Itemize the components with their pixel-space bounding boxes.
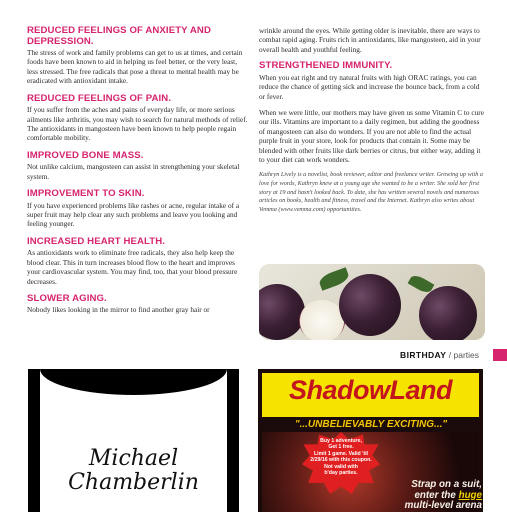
mangosteen-fruit [339, 274, 401, 336]
mangosteen-fruit [259, 284, 305, 340]
heading-anxiety: REDUCED FEELINGS OF ANXIETY AND DEPRESSION. [27, 25, 211, 47]
heading-immunity: STRENGTHENED IMMUNITY. [259, 60, 393, 72]
laser-tag-scene [262, 432, 482, 512]
magician-name [40, 447, 227, 495]
magician-first-name: Michael [88, 446, 179, 471]
paragraph-skin: If you have experienced problems like rashes or acne, regular intake of a super fruit may help clear any such problems and leave you looking and feeling younger. [27, 200, 240, 229]
paragraph-aging-continued: wrinkle around the eyes. While getting older is inevitable, there are ways to combat rapid aging. Fruits rich in antioxidants, like mangosteen, aid in your overall health and youthful feeling. [259, 26, 481, 54]
coupon-line: Limit 1 game. Valid 'til [314, 450, 368, 457]
magician-ad [28, 369, 239, 512]
paragraph-pain: If you suffer from the aches and pains of everyday life, or more serious ailments like arthritis, you may wish to search for natural methods of relief. The antioxidants in mangosteen have been known to help people regain comfortable mobility. [27, 105, 248, 143]
slogan-prefix: enter the [414, 489, 459, 501]
shadowland-ad [258, 369, 483, 512]
slogan-line: multi-level arena [404, 500, 482, 511]
coupon-line: Not valid with [324, 463, 358, 470]
paragraph-immunity: When you eat right and try natural fruits with high ORAC ratings, you can reduce the chance of getting sick and increase the bounce back, from a cold or fever. [259, 72, 480, 101]
left-column [27, 26, 249, 323]
paragraph-anxiety: The stress of work and family problems can get to us at times, and certain foods have been known to aid in helping us feel better, or the very least, less stressed. The free radicals that pose a threat to mental health may be eradicated with antioxidant intake. [27, 48, 243, 86]
paragraph-closing: When we were little, our mothers may have given us some Vitamin C to cure our ills. Vitamins are important to a daily regimen, but adding the goodness of mangosteen can also do wonders. If you are not able to find the actual purple fruit in your store, look for products that contain it. Some may be blended with other fruits like dark berries or citrus, but either way, adding it to your diet can work wonders. [259, 107, 484, 164]
slogan-line: Strap on a suit, [411, 479, 482, 490]
mangosteen-photo [259, 264, 485, 340]
coupon-line: 2/29/16 with this coupon. [310, 457, 372, 464]
shadowland-logo: ShadowLand [289, 375, 452, 405]
heading-bone: IMPROVED BONE MASS. [27, 149, 144, 161]
curtain-drape [40, 369, 227, 395]
coupon-text [304, 438, 378, 476]
shadowland-tagline: "...UNBELIEVABLY EXCITING..." [294, 419, 448, 430]
paragraph-heart: As antioxidants work to eliminate free radicals, they also help keep the blood clear. This in turn increases blood flow to the heart and improves your cardiovascular system. You may find, too, that your blood pressure decreases. [27, 248, 238, 286]
coupon-line: Buy 1 adventure, [320, 438, 362, 444]
heading-skin: IMPROVEMENT TO SKIN. [27, 188, 145, 200]
section-tab [493, 349, 507, 361]
author-bio: Kathryn Lively is a novelist, book reviewer, editor and freelance writer. Growing up with a love for words, Kathryn knew at a young age she wanted to be a writer. She sold her first story at 19 and hasn't looked back. To date, she has written several novels and numerous articles on books, health and fitness, travel and the Internet. Kathryn also writes about Vemma (www.vemma.com) opportunities. [259, 171, 483, 213]
heading-aging: SLOWER AGING. [27, 292, 107, 304]
section-label-sub: parties [453, 350, 479, 360]
shadowland-banner [262, 373, 479, 417]
curtain-background [40, 369, 227, 512]
section-label-slash: / [446, 350, 454, 360]
mangosteen-fruit [419, 286, 477, 340]
shadowland-slogan [392, 480, 482, 512]
magician-last-name: Chamberlin [68, 470, 199, 495]
paragraph-bone: Not unlike calcium, mangosteen can assist in strengthening your skeletal system. [27, 162, 240, 181]
slogan-emphasis: huge [458, 489, 482, 501]
section-label-main: BIRTHDAY [400, 350, 447, 360]
section-label [400, 350, 479, 360]
paragraph-aging: Nobody likes looking in the mirror to find another gray hair or [27, 305, 210, 315]
coupon-line: Get 1 free. [328, 444, 354, 451]
heading-heart: INCREASED HEART HEALTH. [27, 235, 166, 247]
heading-pain: REDUCED FEELINGS OF PAIN. [27, 92, 172, 104]
right-column [259, 26, 485, 221]
coupon-line: b'day parties. [324, 470, 358, 477]
